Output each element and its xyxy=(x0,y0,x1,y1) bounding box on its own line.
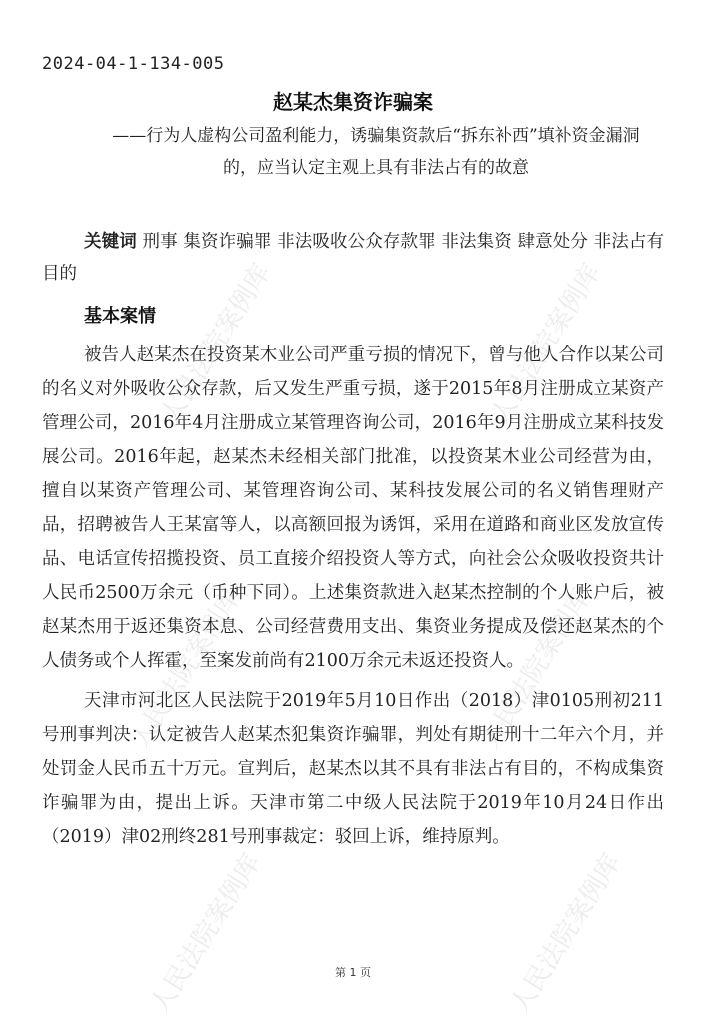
watermark: 人民法院案例库 xyxy=(155,258,277,430)
watermark: 人民法院案例库 xyxy=(125,583,247,755)
watermark: 人民法院案例库 xyxy=(505,848,627,1020)
page-subtitle: ——行为人虚构公司盈利能力，诱骗集资款后“拆东补西”填补资金漏洞的，应当认定主观上具有非法占有的故意 xyxy=(112,126,640,178)
page-number: 第 1 页 xyxy=(335,966,371,979)
section-heading: 基本案情 xyxy=(84,306,156,327)
watermark: 人民法院案例库 xyxy=(485,258,607,430)
keywords-text: 刑事 集资诈骗罪 非法吸收公众存款罪 非法集资 肆意处分 非法占有目的 xyxy=(42,232,664,284)
watermark: 人民法院案例库 xyxy=(475,583,597,755)
case-code: 2024-04-1-134-005 xyxy=(42,54,225,74)
keywords-label: 关键词 xyxy=(84,232,137,252)
keywords xyxy=(42,226,664,290)
case-body xyxy=(42,338,664,860)
paragraph: 被告人赵某杰在投资某木业公司严重亏损的情况下，曾与他人合作以某公司的名义对外吸收公众存款，后又发生严重亏损，遂于2015年8月注册成立某资产管理公司，2016年4月注册成立某管理咨询公司，2016年9月注册成立某科技发展公司。2016年起，赵某杰未经相关部门批准，以投资某木业公司经营为由，擅自以某资产管理公司、某管理咨询公司、某科技发展公司的名义销售理财产品，招聘被告人王某富等人，以高额回报为诱饵，采用在道路和商业区发放宣传品、电话宣传招揽投资、员工直接介绍投资人等方式，向社会公众吸收投资共计人民币2500万余元（币种下同）。上述集资款进入赵某杰控制的个人账户后，被赵某杰用于返还集资本息、公司经营费用支出、集资业务提成及偿还赵某杰的个人债务或个人挥霍，至案发前尚有2100万余元未返还投资人。 xyxy=(42,345,664,671)
watermark: 人民法院案例库 xyxy=(145,848,267,1020)
paragraph: 天津市河北区人民法院于2019年5月10日作出（2018）津0105刑初211号刑事判决：认定被告人赵某杰犯集资诈骗罪，判处有期徒刑十二年六个月，并处罚金人民币五十万元。宣判后，赵某杰以其不具有非法占有目的，不构成集资诈骗罪为由，提出上诉。天津市第二中级人民法院于2019年10月24日作出（2019）津02刑终281号刑事裁定：驳回上诉，维持原判。 xyxy=(42,691,664,847)
page-title: 赵某杰集资诈骗案 xyxy=(273,90,433,114)
